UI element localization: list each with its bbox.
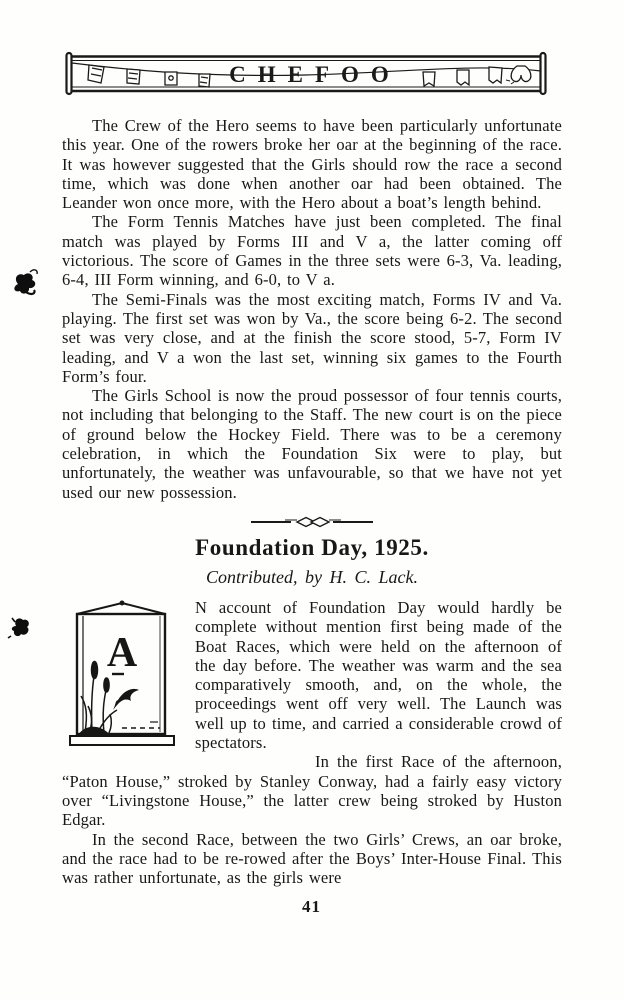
paragraph-form-tennis: The Form Tennis Matches have just been completed. The final match was played by Forms III and V a, the latter coming off victorious. The score of Games in the three sets were 6-3, Va. leading, 6-4, III Form winning, and 6-0, to V a. <box>62 212 562 290</box>
paragraph-semi-finals: The Semi-Finals was the most exciting match, Forms IV and Va. playing. The first set was won by Va., the score being 6-2. The second set was very close, and at the finish the score stood, 5-7, Form IV leading, and V a won the last set, winning six games to the Fourth Form’s four. <box>62 289 562 386</box>
paragraph-crew-of-hero: The Crew of the Hero seems to have been particularly unfortunate this year. One of the rowers broke her oar at the beginning of the race. It was however suggested that the Girls should row the race a second time, which was done when another oar had been obtained. The Leander won once more, with the Hero about a boat’s length behind. <box>62 116 562 213</box>
ink-blot-icon <box>4 610 34 648</box>
paragraph-second-race: In the second Race, between the two Girls’ Crews, an oar broke, and the race had to be re-rowed after the Boys’ Inter-House Final. This was rather unfortunate, as the girls were <box>62 829 562 888</box>
paragraph-first-race: In the first Race of the afternoon, “Paton House,” stroked by Stanley Conway, had a fairly easy victory over “Livingstone House,” the latter crew being stroked by Huston Edgar. <box>62 752 562 830</box>
paragraph-foundation-day-intro: N account of Foundation Day would hardly be complete without mention first being made of the Boat Races, which were held on the afternoon of the day before. The weather was warm and the sea comparatively smooth, and, on the whole, the proceedings went off very well. The Launch was well up to time, and carried a considerable crowd of spectators. <box>195 597 562 753</box>
header-banner-illustration <box>65 50 547 97</box>
page-number: 41 <box>302 897 321 916</box>
article-title: Foundation Day, 1925. <box>195 534 429 560</box>
dropcap-illustration <box>62 600 182 750</box>
banner-letters: CHEFOO <box>229 62 401 87</box>
paragraph-tennis-courts: The Girls School is now the proud possessor of four tennis courts, not including that belonging to the Staff. The new court is on the piece of ground below the Hockey Field. There was to be a ceremony celebration, in which the Foundation Six were to play, but unfortunately, the weather was unfavourable, so that we have not yet used our new possession. <box>62 386 562 502</box>
dropcap-letter: A <box>106 629 138 676</box>
section-divider-icon <box>251 515 373 529</box>
ink-blot-icon <box>8 266 42 304</box>
article-byline: Contributed, by H. C. Lack. <box>206 566 418 587</box>
bunting-flags-icon <box>65 50 547 97</box>
bird-icon <box>113 689 139 710</box>
text-column <box>62 116 562 887</box>
